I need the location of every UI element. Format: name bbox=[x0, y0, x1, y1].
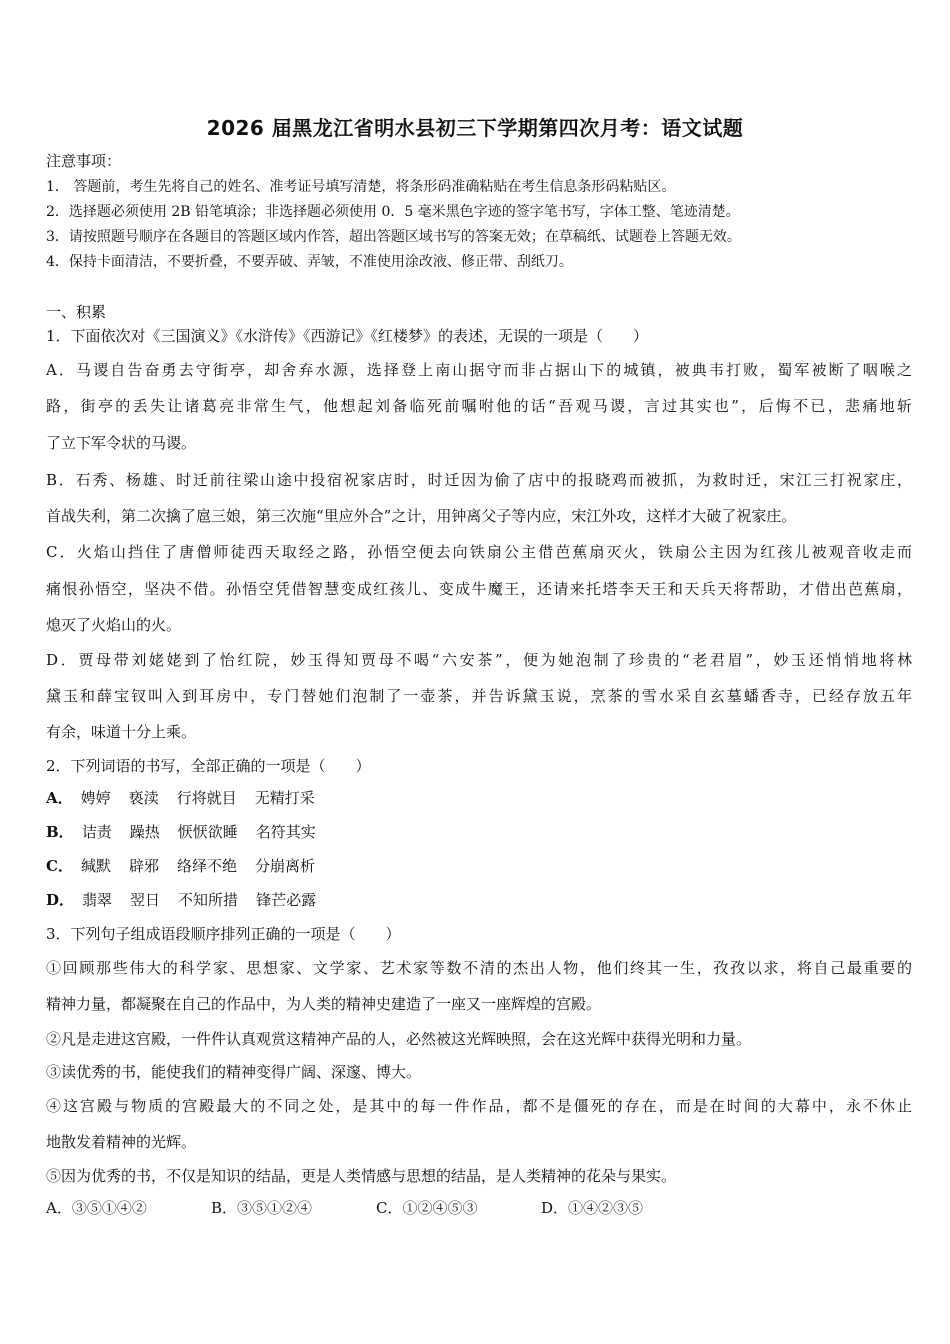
q1-option-d-line: 黛玉和薛宝钗叫入到耳房中，专门替她们泡制了一壶茶，并告诉黛玉说，烹茶的雪水采自玄墓蟠香寺，已经存放五年 bbox=[46, 687, 912, 705]
q1-option-a-line: A．马谡自告奋勇去守街亭，却舍弃水源，选择登上南山据守而非占据山下的城镇，被典韦打败，蜀军被断了咽喉之 bbox=[46, 361, 912, 379]
section-heading: 一、积累 bbox=[46, 303, 107, 321]
notice-heading: 注意事项： bbox=[46, 152, 122, 170]
q1-option-a-line: 路，街亭的丢失让诸葛亮非常生气，他想起刘备临死前嘱咐他的话“吾观马谡，言过其实也”，后悔不已，悲痛地斩 bbox=[46, 397, 912, 415]
q1-option-c-line: C．火焰山挡住了唐僧师徒西天取经之路，孙悟空便去向铁扇公主借芭蕉扇灭火，铁扇公主因为红孩儿被观音收走而 bbox=[46, 543, 912, 561]
q1-option-c-line: 熄灭了火焰山的火。 bbox=[46, 616, 182, 634]
notice-item: 4．保持卡面清洁，不要折叠，不要弄破、弄皱，不准使用涂改液、修正带、刮纸刀。 bbox=[46, 254, 573, 270]
q1-option-a-line: 了立下军令状的马谡。 bbox=[46, 434, 197, 452]
notice-item: 3．请按照题号顺序在各题目的答题区域内作答，超出答题区域书写的答案无效；在草稿纸、试题卷上答题无效。 bbox=[46, 229, 741, 245]
notice-item: 2．选择题必须使用 2B 铅笔填涂；非选择题必须使用 0．5 毫米黑色字迹的签字笔书写，字体工整、笔迹清楚。 bbox=[46, 204, 740, 220]
page-title: 2026 届黑龙江省明水县初三下学期第四次月考：语文试题 bbox=[206, 116, 744, 140]
q3-sentence-4: 地散发着精神的光辉。 bbox=[46, 1133, 197, 1151]
q3-choice-a: A．③⑤①④② bbox=[46, 1199, 147, 1217]
q3-choice-d: D．①④②③⑤ bbox=[541, 1199, 644, 1217]
q3-sentence-1: ①回顾那些伟大的科学家、思想家、文学家、艺术家等数不清的杰出人物，他们终其一生，孜孜以求，将自己最重要的 bbox=[46, 959, 912, 977]
question-3-stem: 3．下列句子组成语段顺序排列正确的一项是（ ） bbox=[46, 925, 401, 943]
q3-sentence-3: ③读优秀的书，能使我们的精神变得广阔、深邃、博大。 bbox=[46, 1063, 422, 1081]
q2-option-a: A． 娉婷 亵渎 行将就目 无精打采 bbox=[46, 789, 315, 807]
q1-option-d-line: D．贾母带刘姥姥到了怡红院，妙玉得知贾母不喝“六安茶”，便为她泡制了珍贵的“老君眉”，妙玉还悄悄地将林 bbox=[46, 651, 912, 669]
q3-choice-b: B．③⑤①②④ bbox=[211, 1199, 313, 1217]
q3-sentence-4: ④这宫殿与物质的宫殿最大的不同之处，是其中的每一件作品，都不是僵死的存在，而是在时间的大幕中，永不休止 bbox=[46, 1097, 912, 1115]
q1-option-b-line: 首战失利，第二次擒了扈三娘，第三次施“里应外合”之计，用钟离父子等内应，宋江外攻，这样才大破了祝家庄。 bbox=[46, 507, 797, 525]
q1-option-d-line: 有余，味道十分上乘。 bbox=[46, 723, 197, 741]
notice-item: 1． 答题前，考生先将自己的姓名、准考证号填写清楚，将条形码准确粘贴在考生信息条形码粘贴区。 bbox=[46, 179, 676, 195]
q3-sentence-2: ②凡是走进这宫殿，一件件认真观赏这精神产品的人，必然被这光辉映照，会在这光辉中获得光明和力量。 bbox=[46, 1030, 752, 1048]
q2-option-d: D． 翡翠 翌日 不知所措 锋芒必露 bbox=[46, 891, 317, 909]
question-1-stem: 1．下面依次对《三国演义》《水浒传》《西游记》《红楼梦》的表述，无误的一项是（ ） bbox=[46, 327, 649, 345]
q3-sentence-1: 精神力量，都凝聚在自己的作品中，为人类的精神史建造了一座又一座辉煌的宫殿。 bbox=[46, 995, 602, 1013]
q3-choices bbox=[46, 1198, 912, 1218]
q3-sentence-5: ⑤因为优秀的书，不仅是知识的结晶，更是人类情感与思想的结晶，是人类精神的花朵与果实。 bbox=[46, 1167, 677, 1185]
q3-choice-c: C．①②④⑤③ bbox=[376, 1199, 478, 1217]
q1-option-b-line: B．石秀、杨雄、时迁前往梁山途中投宿祝家店时，时迁因为偷了店中的报晓鸡而被抓，为救时迁，宋江三打祝家庄， bbox=[46, 471, 912, 489]
q2-option-b: B． 诘责 躁热 恹恹欲睡 名符其实 bbox=[46, 823, 316, 841]
question-2-stem: 2．下列词语的书写，全部正确的一项是（ ） bbox=[46, 757, 371, 775]
q1-option-c-line: 痛恨孙悟空，坚决不借。孙悟空凭借智慧变成红孩儿、变成牛魔王，还请来托塔李天王和天兵天将帮助，才借出芭蕉扇， bbox=[46, 580, 912, 598]
q2-option-c: C． 缄默 辟邪 络绎不绝 分崩离析 bbox=[46, 857, 316, 875]
